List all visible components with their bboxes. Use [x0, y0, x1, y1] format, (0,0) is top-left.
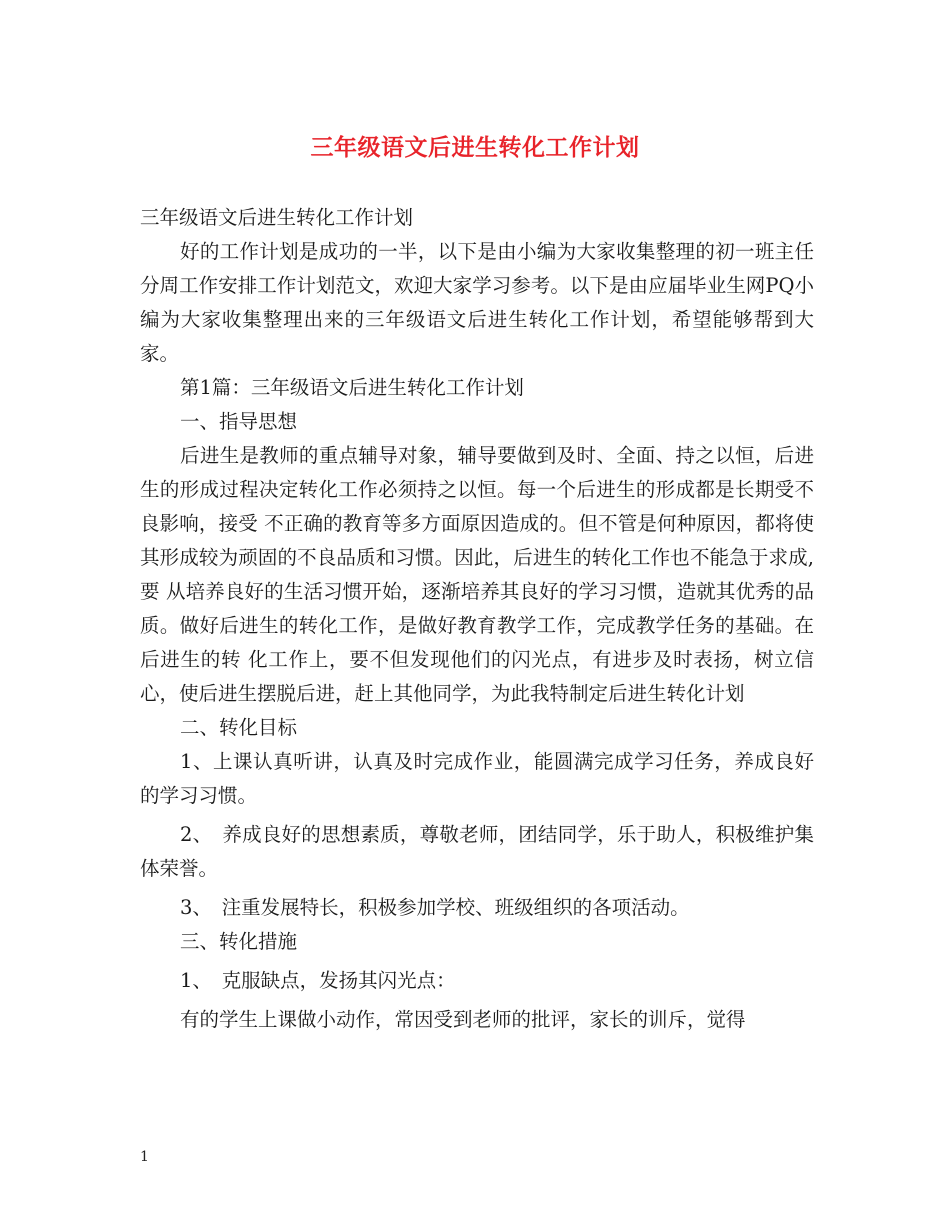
list-item-goal-3: 3、 注重发展特长，积极参加学校、班级组织的各项活动。: [180, 896, 690, 919]
page-number: 1: [140, 1149, 149, 1165]
document-body: [140, 201, 814, 1037]
list-item-goal-2: 2、 养成良好的思想素质，尊敬老师，团结同学，乐于助人，积极维护集体荣誉。: [140, 823, 814, 880]
paragraph-heading: 三年级语文后进生转化工作计划: [140, 206, 414, 229]
document-title: 三年级语文后进生转化工作计划: [310, 134, 640, 161]
section-heading-guiding-idea: 一、指导思想: [180, 410, 298, 433]
section-heading-goals: 二、转化目标: [180, 716, 298, 739]
list-item-goal-1: 1、上课认真听讲，认真及时完成作业，能圆满完成学习任务，养成良好的学习习惯。: [140, 750, 814, 807]
section-heading-measures: 三、转化措施: [180, 930, 298, 953]
paragraph-guiding-idea: 后进生是教师的重点辅导对象，辅导要做到及时、全面、持之以恒，后进生的形成过程决定转化工作必须持之以恒。每一个后进生的形成都是长期受不良影响，接受 不正确的教育等多方面原因造成的。但不管是何种原因，都将使其形成较为顽固的不良品质和习惯。因此，后进生的转化工作也不能急于求成,要 从培养良好的生活习惯开始，逐渐培养其良好的学习习惯，造就其优秀的品质。做好后进生的转化工作，是做好教育教学工作，完成教学任务的基础。在后进生的转 化工作上，要不但发现他们的闪光点，有进步及时表扬，树立信心，使后进生摆脱后进，赶上其他同学，为此我特制定后进生转化计划: [140, 444, 814, 705]
list-item-measure-1: 1、 克服缺点，发扬其闪光点：: [180, 969, 456, 992]
paragraph-part-title: 第1篇：三年级语文后进生转化工作计划: [180, 376, 524, 399]
paragraph-measure-1-text: 有的学生上课做小动作，常因受到老师的批评，家长的训斥，觉得: [180, 1008, 746, 1031]
paragraph-intro: 好的工作计划是成功的一半，以下是由小编为大家收集整理的初一班主任分周工作安排工作计划范文，欢迎大家学习参考。以下是由应届毕业生网PQ小编为大家收集整理出来的三年级语文后进生转化工作计划，希望能够帮到大家。: [140, 240, 814, 365]
